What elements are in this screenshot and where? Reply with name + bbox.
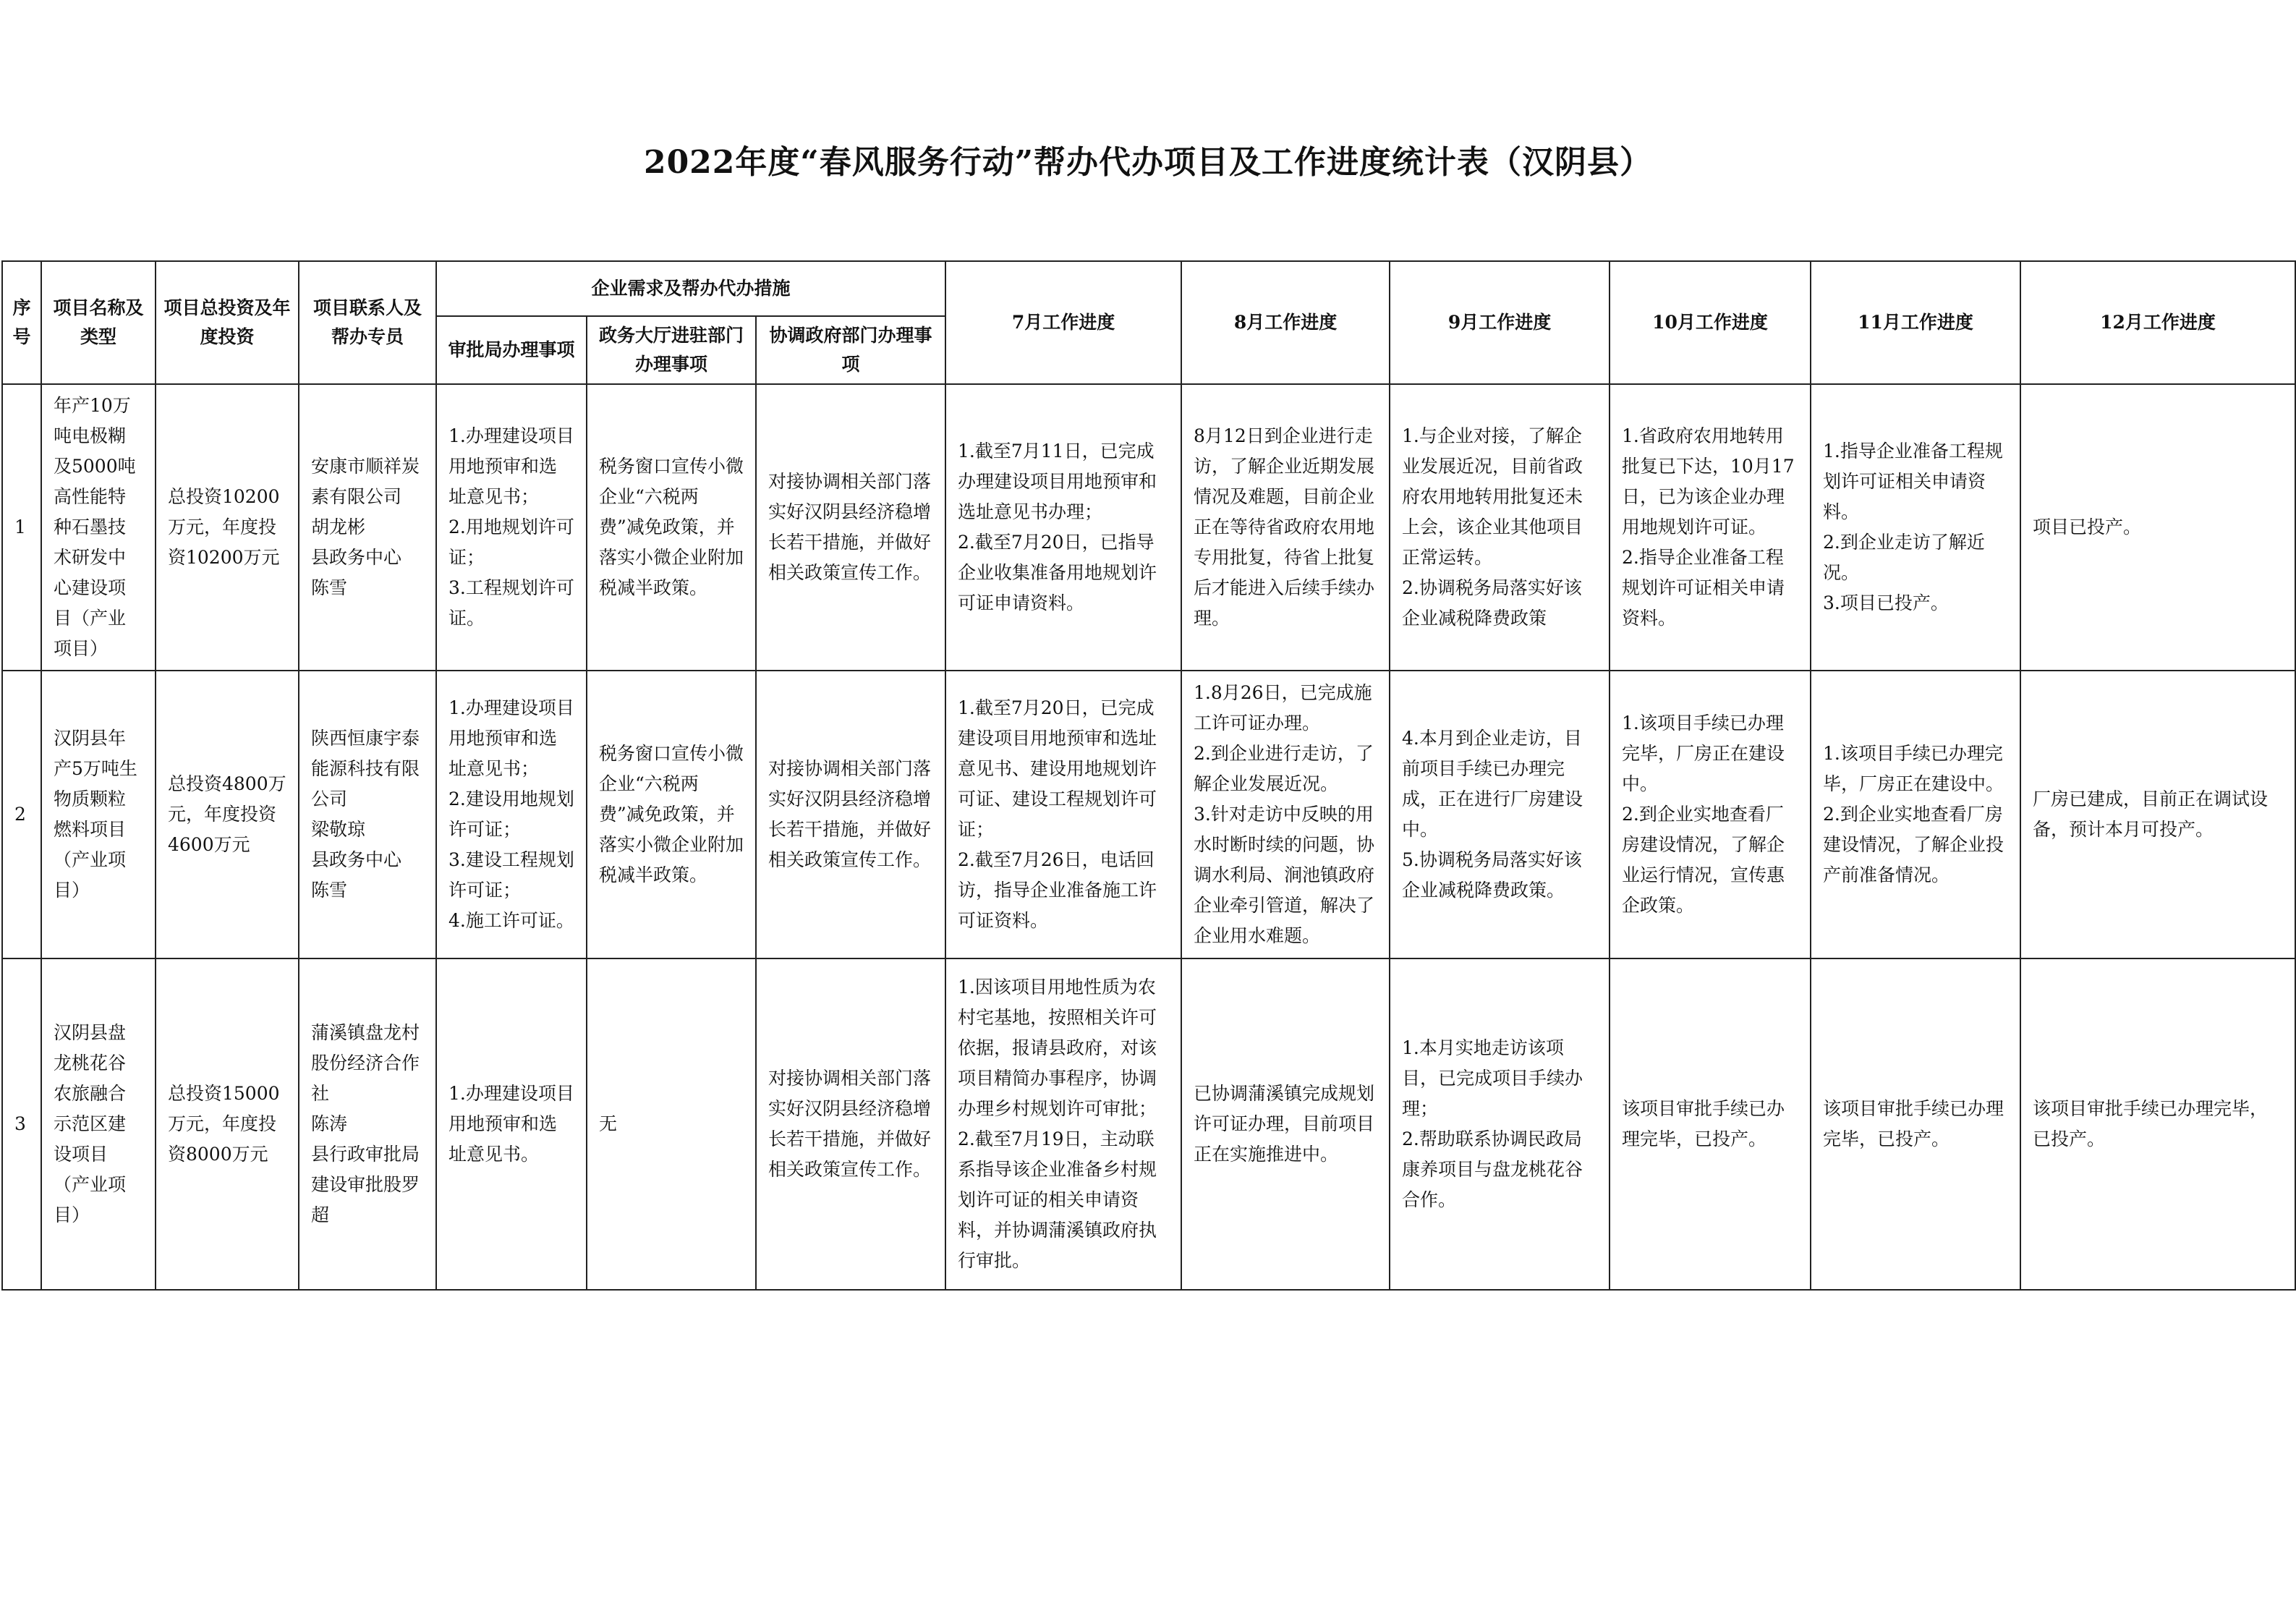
progress-line: 4.本月到企业走访，目前项目手续已办理完成，正在进行厂房建设中。	[1402, 728, 1583, 840]
cell-month-8	[1181, 384, 1390, 671]
progress-line: 2.截至7月19日，主动联系指导该企业准备乡村规划许可证的相关申请资料，并协调蒲溪镇政府执行审批。	[958, 1128, 1157, 1271]
header-coord: 协调政府部门办理事项	[756, 316, 945, 384]
progress-line: 已协调蒲溪镇完成规划许可证办理，目前项目正在实施推进中。	[1194, 1083, 1375, 1165]
header-month-11: 11月工作进度	[1811, 261, 2020, 384]
cell-coord: 对接协调相关部门落实好汉阴县经济稳增长若干措施，并做好相关政策宣传工作。	[756, 958, 945, 1290]
header-month-10: 10月工作进度	[1610, 261, 1811, 384]
progress-line: 1.本月实地走访该项目，已完成项目手续办理；	[1402, 1037, 1583, 1119]
header-measures-group: 企业需求及帮办代办措施	[436, 261, 945, 316]
progress-line: 该项目审批手续已办理完毕，已投产。	[2033, 1098, 2269, 1149]
contact-line: 县行政审批局建设审批股罗超	[311, 1144, 420, 1225]
progress-line: 厂房已建成，目前正在调试设备，预计本月可投产。	[2033, 788, 2269, 840]
progress-line: 8月12日到企业进行走访，了解企业近期发展情况及难题，目前企业正在等待省政府农用地专用批复，待省上批复后才能进入后续手续办理。	[1194, 425, 1375, 629]
header-name: 项目名称及类型	[41, 261, 156, 384]
approval-line: 4.施工许可证。	[448, 910, 574, 931]
header-hall: 政务大厅进驻部门办理事项	[587, 316, 756, 384]
header-contact: 项目联系人及帮办专员	[299, 261, 436, 384]
cell-seq: 2	[2, 671, 41, 958]
cell-month-11	[1811, 671, 2020, 958]
cell-name: 年产10万吨电极糊及5000吨高性能特种石墨技术研发中心建设项目（产业项目）	[41, 384, 156, 671]
cell-month-9	[1390, 384, 1610, 671]
approval-line: 1.办理建设项目用地预审和选址意见书。	[448, 1083, 574, 1165]
contact-line: 蒲溪镇盘龙村股份经济合作社	[311, 1022, 420, 1104]
header-row-1	[2, 261, 2295, 316]
cell-month-10	[1610, 671, 1811, 958]
cell-month-11	[1811, 384, 2020, 671]
contact-line: 县政务中心	[311, 547, 402, 568]
progress-line: 1.截至7月11日，已完成办理建设项目用地预审和选址意见书办理；	[958, 441, 1157, 522]
approval-line: 2.建设用地规划许可证；	[448, 788, 574, 840]
progress-line: 2.指导企业准备工程规划许可证相关申请资料。	[1622, 547, 1785, 629]
progress-line: 1.截至7月20日，已完成建设项目用地预审和选址意见书、建设用地规划许可证、建设工程规划许可证；	[958, 697, 1157, 840]
progress-line: 1.指导企业准备工程规划许可证相关申请资料。	[1823, 441, 2003, 522]
contact-line: 陈雪	[311, 880, 348, 901]
progress-line: 该项目审批手续已办理完毕，已投产。	[1823, 1098, 2004, 1149]
contact-line: 陈雪	[311, 577, 348, 598]
header-month-9: 9月工作进度	[1390, 261, 1610, 384]
progress-line: 2.截至7月20日，已指导企业收集准备用地规划许可证申请资料。	[958, 532, 1157, 613]
cell-hall: 税务窗口宣传小微企业“六税两费”减免政策，并落实小微企业附加税减半政策。	[587, 671, 756, 958]
contact-line: 安康市顺祥炭素有限公司 胡龙彬	[311, 456, 420, 537]
cell-month-12	[2020, 671, 2295, 958]
cell-contact	[299, 384, 436, 671]
cell-name: 汉阴县年产5万吨生物质颗粒燃料项目（产业项目）	[41, 671, 156, 958]
cell-hall: 税务窗口宣传小微企业“六税两费”减免政策，并落实小微企业附加税减半政策。	[587, 384, 756, 671]
cell-contact	[299, 671, 436, 958]
progress-line: 5.协调税务局落实好该企业减税降费政策。	[1402, 849, 1582, 901]
contact-line: 梁敬琼	[311, 819, 366, 840]
progress-line: 2.到企业走访了解近况。	[1823, 532, 1985, 583]
header-month-8: 8月工作进度	[1181, 261, 1390, 384]
cell-approval	[436, 384, 587, 671]
progress-line: 2.到企业进行走访，了解企业发展近况。	[1194, 743, 1374, 794]
header-approval: 审批局办理事项	[436, 316, 587, 384]
contact-line: 陕西恒康宇泰能源科技有限公司	[311, 728, 420, 809]
progress-table	[1, 260, 2296, 1291]
progress-line: 3.项目已投产。	[1823, 592, 1949, 613]
progress-line: 2.协调税务局落实好该企业减税降费政策	[1402, 577, 1582, 629]
progress-line: 3.针对走访中反映的用水时断时续的问题，协调水利局、涧池镇政府企业牵引管道，解决了企业用水难题。	[1194, 804, 1375, 946]
cell-month-7	[945, 671, 1181, 958]
cell-month-10	[1610, 958, 1811, 1290]
progress-line: 该项目审批手续已办理完毕，已投产。	[1622, 1098, 1785, 1149]
header-investment: 项目总投资及年度投资	[156, 261, 299, 384]
approval-line: 3.工程规划许可证。	[448, 577, 574, 629]
approval-line: 3.建设工程规划许可证；	[448, 849, 574, 901]
contact-line: 县政务中心	[311, 849, 402, 870]
header-month-12: 12月工作进度	[2020, 261, 2295, 384]
cell-investment: 总投资10200万元，年度投资10200万元	[156, 384, 299, 671]
progress-line: 2.帮助联系协调民政局康养项目与盘龙桃花谷合作。	[1402, 1128, 1583, 1210]
cell-seq: 3	[2, 958, 41, 1290]
table-row	[2, 958, 2295, 1290]
cell-hall: 无	[587, 958, 756, 1290]
cell-month-10	[1610, 384, 1811, 671]
cell-seq: 1	[2, 384, 41, 671]
progress-line: 1.该项目手续已办理完毕，厂房正在建设中。	[1622, 713, 1785, 794]
progress-line: 2.到企业实地查看厂房建设情况，了解企业运行情况，宣传惠企政策。	[1622, 804, 1785, 916]
cell-month-11	[1811, 958, 2020, 1290]
header-seq: 序号	[2, 261, 41, 384]
cell-approval	[436, 671, 587, 958]
approval-line: 1.办理建设项目用地预审和选址意见书；	[448, 697, 574, 779]
progress-line: 1.与企业对接，了解企业发展近况，目前省政府农用地转用批复还未上会，该企业其他项目正常运转。	[1402, 425, 1583, 568]
cell-month-8	[1181, 958, 1390, 1290]
progress-line: 项目已投产。	[2033, 516, 2142, 537]
cell-investment: 总投资4800万元，年度投资4600万元	[156, 671, 299, 958]
approval-line: 1.办理建设项目用地预审和选址意见书；	[448, 425, 574, 507]
cell-investment: 总投资15000万元，年度投资8000万元	[156, 958, 299, 1290]
progress-line: 1.因该项目用地性质为农村宅基地，按照相关许可依据，报请县政府，对该项目精简办事程序，协调办理乡村规划许可审批；	[958, 977, 1157, 1119]
page-title: 2022年度“春风服务行动”帮办代办项目及工作进度统计表（汉阴县）	[643, 144, 1653, 181]
table-row	[2, 384, 2295, 671]
contact-line: 陈涛	[311, 1113, 348, 1134]
cell-month-7	[945, 958, 1181, 1290]
approval-line: 2.用地规划许可证；	[448, 516, 574, 568]
cell-month-12	[2020, 384, 2295, 671]
progress-line: 2.到企业实地查看厂房建设情况，了解企业投产前准备情况。	[1823, 804, 2004, 885]
cell-month-8	[1181, 671, 1390, 958]
cell-name: 汉阴县盘龙桃花谷农旅融合示范区建设项目（产业项目）	[41, 958, 156, 1290]
table-row	[2, 671, 2295, 958]
progress-line: 1.省政府农用地转用批复已下达，10月17日，已为该企业办理用地规划许可证。	[1622, 425, 1795, 537]
cell-coord: 对接协调相关部门落实好汉阴县经济稳增长若干措施，并做好相关政策宣传工作。	[756, 671, 945, 958]
cell-month-7	[945, 384, 1181, 671]
cell-contact	[299, 958, 436, 1290]
cell-month-12	[2020, 958, 2295, 1290]
header-month-7: 7月工作进度	[945, 261, 1181, 384]
cell-month-9	[1390, 671, 1610, 958]
progress-line: 1.8月26日，已完成施工许可证办理。	[1194, 682, 1372, 734]
progress-line: 2.截至7月26日，电话回访，指导企业准备施工许可证资料。	[958, 849, 1157, 931]
cell-month-9	[1390, 958, 1610, 1290]
cell-coord: 对接协调相关部门落实好汉阴县经济稳增长若干措施，并做好相关政策宣传工作。	[756, 384, 945, 671]
cell-approval	[436, 958, 587, 1290]
progress-line: 1.该项目手续已办理完毕，厂房正在建设中。	[1823, 743, 2004, 794]
